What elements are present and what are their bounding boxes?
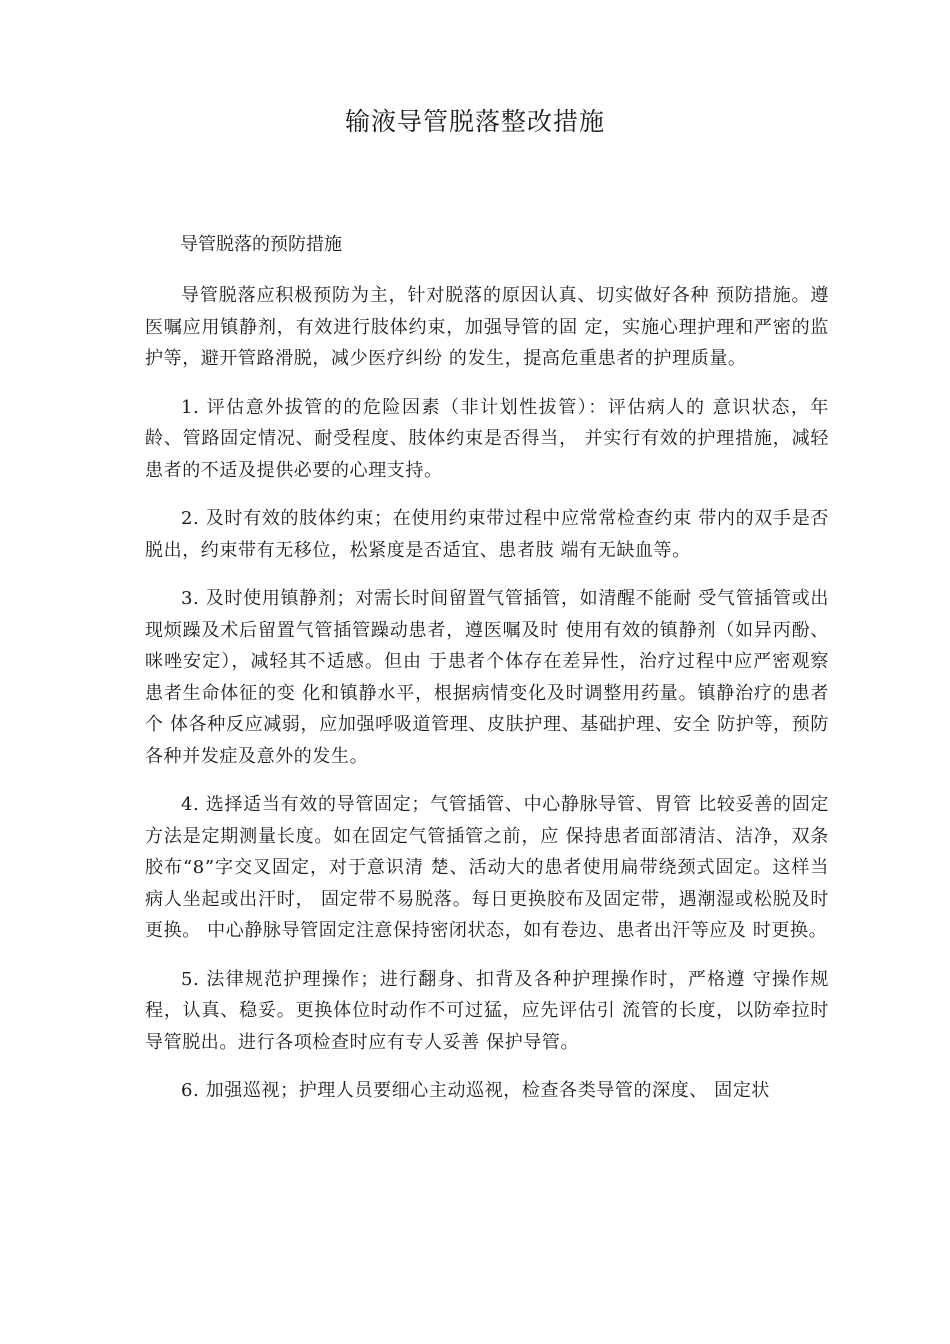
measure-1-paragraph: 1. 评估意外拔管的的危险因素（非计划性拔管）：评估病人的 意识状态，年龄、管路固定情况、耐受程度、肢体约束是否得当， 并实行有效的护理措施，减轻患者的不适及提供必要的心理支持。 <box>145 396 829 481</box>
measure-3-paragraph: 3. 及时使用镇静剂；对需长时间留置气管插管，如清醒不能耐 受气管插管或出现烦躁及术后留置气管插管躁动患者，遵医嘱及时 使用有效的镇静剂（如异丙酚、咪唑安定），减轻其不适感。但由 于患者个体存在差异性，治疗过程中应严密观察患者生命体征的变 化和镇静水平，根据病情变化及时调整用药量。镇静治疗的患者个 体各种反应减弱，应加强呼吸道管理、皮肤护理、基础护理、安全 防护等，预防各种并发症及意外的发生。 <box>145 588 829 767</box>
measure-6-paragraph: 6. 加强巡视；护理人员要细心主动巡视，检查各类导管的深度、 固定状 <box>181 1080 771 1101</box>
document-title: 输液导管脱落整改措施 <box>344 107 605 136</box>
measure-4-paragraph: 4. 选择适当有效的导管固定；气管插管、中心静脉导管、胃管 比较妥善的固定方法是定期测量长度。如在固定气管插管之前，应 保持患者面部清洁、洁净，双条胶布“8”字交叉固定，对于意识清 楚、活动大的患者使用扁带绕颈式固定。这样当病人坐起或出汗时， 固定带不易脱落。每日更换胶布及固定带，遇潮湿或松脱及时更换。 中心静脉导管固定注意保持密闭状态，如有卷边、患者出汗等应及 时更换。 <box>145 794 829 941</box>
measure-5-paragraph: 5. 法律规范护理操作；进行翻身、扣背及各种护理操作时，严格遵 守操作规程，认真、稳妥。更换体位时动作不可过猛，应先评估引 流管的长度，以防牵拉时导管脱出。进行各项检查时应有专人妥善 保护导管。 <box>145 968 829 1053</box>
document-body <box>145 280 829 1124</box>
intro-paragraph: 导管脱落应积极预防为主，针对脱落的原因认真、切实做好各种 预防措施。遵医嘱应用镇静剂，有效进行肢体约束，加强导管的固 定，实施心理护理和严密的监护等，避开管路滑脱，减少医疗纠纷 的发生，提高危重患者的护理质量。 <box>145 285 829 369</box>
section-heading: 导管脱落的预防措施 <box>180 234 342 255</box>
measure-2-paragraph: 2. 及时有效的肢体约束；在使用约束带过程中应常常检查约束 带内的双手是否脱出，约束带有无移位，松紧度是否适宜、患者肢 端有无缺血等。 <box>145 508 829 561</box>
